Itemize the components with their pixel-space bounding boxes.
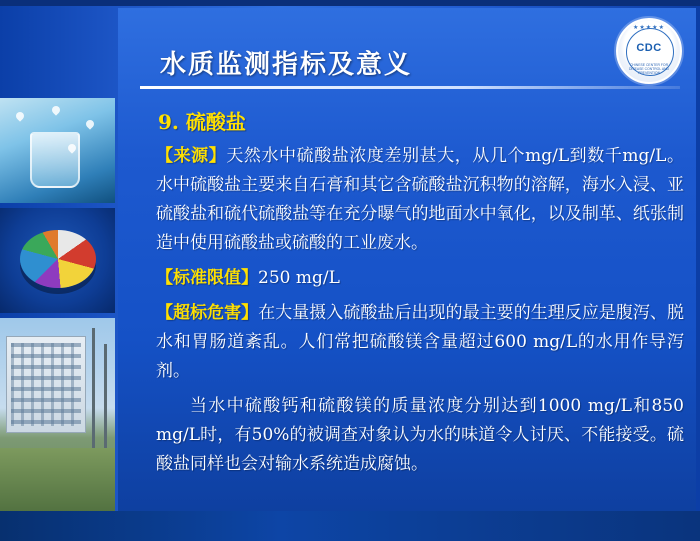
slide-body <box>156 142 684 485</box>
title-divider <box>140 86 680 89</box>
pole-shape <box>104 344 107 448</box>
paragraph-text: 天然水中硫酸盐浓度差别甚大，从几个mg/L到数千mg/L。水中硫酸盐主要来自石膏和其它含硫酸盐沉积物的溶解，海水入浸、亚硫酸盐和硫代硫酸盐等在充分曝气的地面水中氧化，以及制革、纸张制造中使用硫酸盐或硫酸的工业废水。 <box>156 146 685 253</box>
logo-text: CDC <box>636 42 662 54</box>
section-heading: 9. 硫酸盐 <box>158 110 246 134</box>
page-title: 水质监测指标及意义 <box>160 50 413 80</box>
paragraph-additional <box>156 392 684 479</box>
building-shape <box>6 336 86 433</box>
paragraph-tag: 【来源】 <box>156 146 227 166</box>
left-image-column <box>0 98 115 518</box>
water-drop-icon <box>84 118 95 129</box>
cdc-logo <box>616 18 682 84</box>
paragraph-source <box>156 142 684 258</box>
paragraph-text: 在大量摄入硫酸盐后出现的最主要的生理反应是腹泻、脱水和胃肠道紊乱。人们常把硫酸镁含量超过600 mg/L的水用作导泻剂。 <box>156 303 685 381</box>
paragraph-tag: 【超标危害】 <box>156 303 259 323</box>
water-drop-icon <box>14 110 25 121</box>
paragraph-tag: 【标准限值】 <box>156 268 258 288</box>
paragraph-text: 250 mg/L <box>258 268 340 288</box>
pie-chart-shape <box>20 230 96 288</box>
paragraph-standard-limit <box>156 264 684 293</box>
paragraph-text: 当水中硫酸钙和硫酸镁的质量浓度分别达到1000 mg/L和850 mg/L时，有50%的被调查对象认为水的味道令人讨厌、不能接受。硫酸盐同样也会对输水系统造成腐蚀。 <box>156 396 684 474</box>
ground-shape <box>0 448 115 518</box>
pie-chart-photo <box>0 208 115 313</box>
logo-arc-text: CHINESE CENTER FOR DISEASE CONTROL AND PREVENTION <box>628 63 669 75</box>
slide-top-band <box>0 0 700 6</box>
pole-shape <box>92 328 95 448</box>
glass-shape <box>30 132 80 188</box>
paragraph-exceedance-hazard <box>156 299 684 386</box>
water-drop-icon <box>50 104 61 115</box>
slide-bottom-band <box>0 511 700 541</box>
building-photo <box>0 318 115 518</box>
logo-stars: ★★★★★ <box>633 25 665 31</box>
water-pouring-photo <box>0 98 115 203</box>
